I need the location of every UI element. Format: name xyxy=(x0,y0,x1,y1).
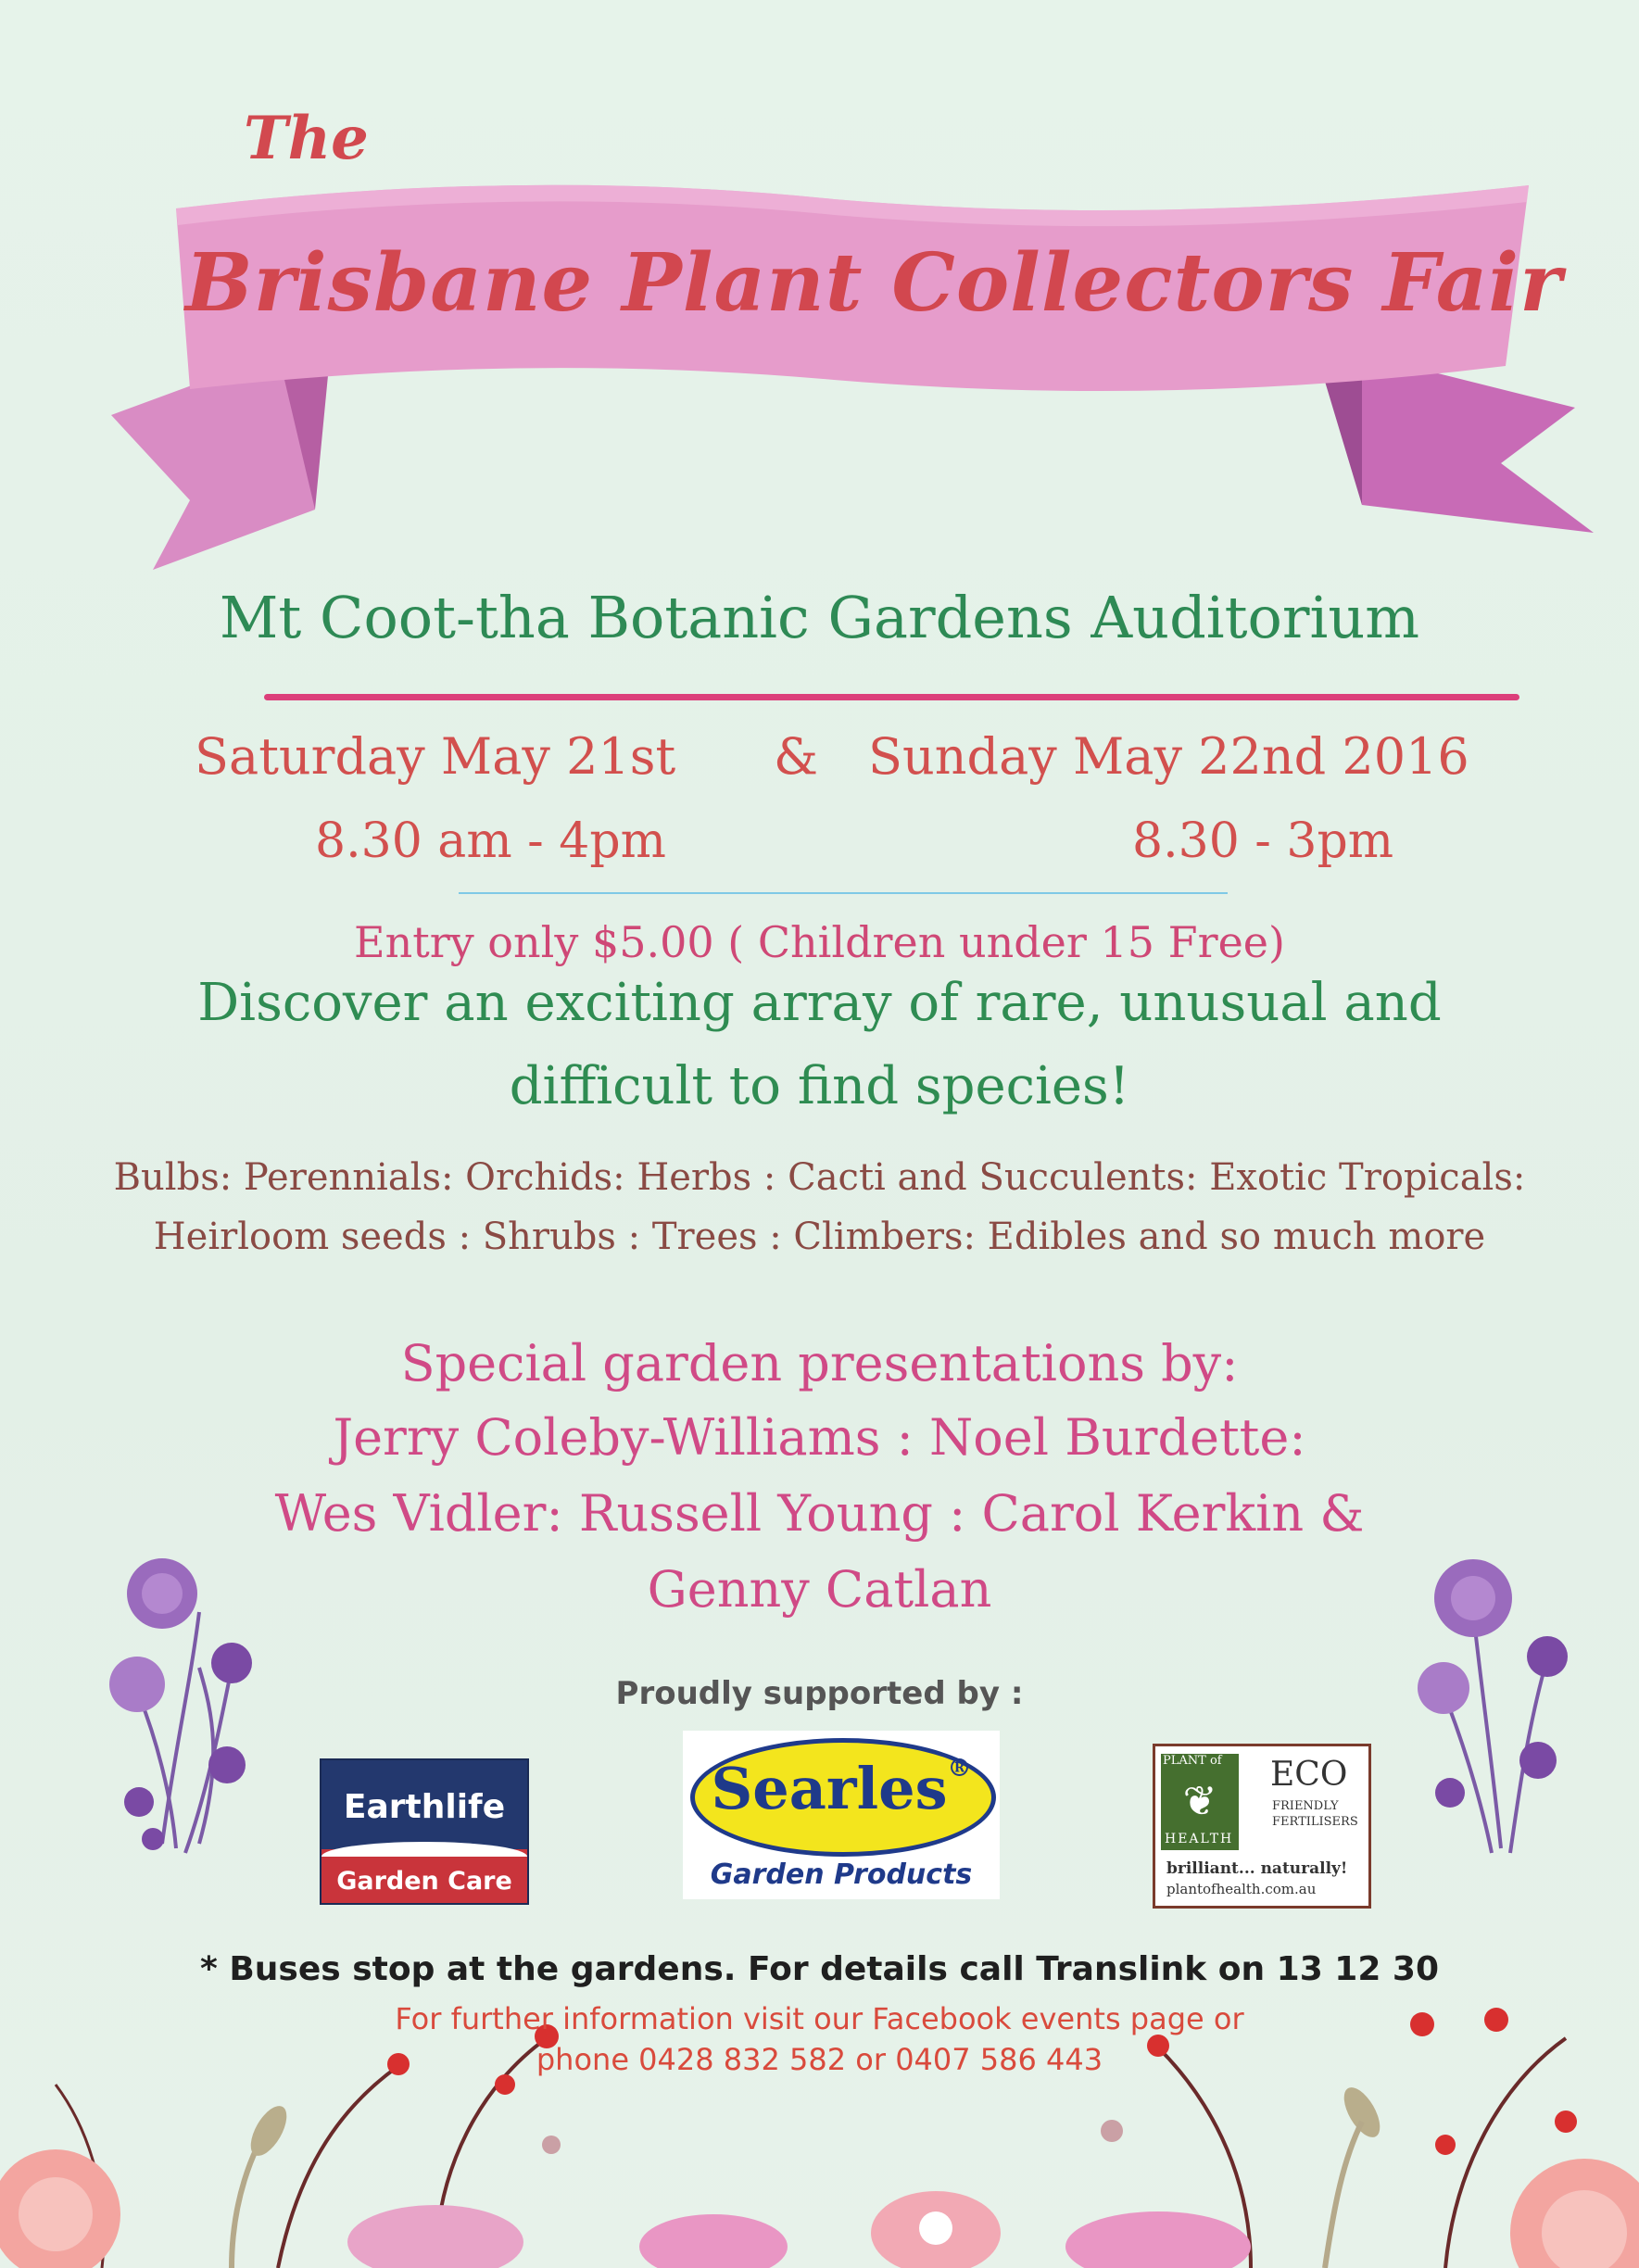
poh-friendly: FRIENDLY FERTILISERS xyxy=(1272,1799,1358,1829)
searles-name: Searles® xyxy=(711,1755,972,1822)
title-the: The xyxy=(244,104,369,173)
searles-logo xyxy=(683,1731,1000,1899)
dates-ampersand: & xyxy=(774,727,819,786)
poh-url: plantofhealth.com.au xyxy=(1166,1881,1317,1897)
presenters-line-2: Wes Vidler: Russell Young : Carol Kerkin & xyxy=(274,1484,1365,1543)
venue: Mt Coot-tha Botanic Gardens Auditorium xyxy=(219,584,1420,651)
poh-eco: ECO xyxy=(1270,1756,1348,1794)
sunday-time: 8.30 - 3pm xyxy=(1132,813,1394,869)
sunday-date: Sunday May 22nd 2016 xyxy=(868,727,1469,786)
presenters-line-1: Jerry Coleby-Williams : Noel Burdette: xyxy=(333,1408,1306,1467)
further-info-line-1: For further information visit our Facebook events page or xyxy=(395,2001,1244,2036)
saturday-date: Saturday May 21st xyxy=(195,727,676,786)
leaf-icon: ❦ xyxy=(1182,1778,1217,1825)
fair-title: Brisbane Plant Collectors Fair xyxy=(185,236,1563,330)
ribbon-right-tail xyxy=(1353,352,1594,533)
earthlife-sub: Garden Care xyxy=(336,1867,512,1896)
further-info-line-2: phone 0428 832 582 or 0407 586 443 xyxy=(536,2042,1103,2077)
earthlife-logo xyxy=(320,1758,529,1905)
earthlife-name: Earthlife xyxy=(343,1788,506,1826)
bus-info: * Buses stop at the gardens. For details call Translink on 13 12 30 xyxy=(199,1950,1440,1988)
discover-line-1: Discover an exciting array of rare, unusual and xyxy=(197,973,1442,1033)
presentations-heading: Special garden presentations by: xyxy=(400,1334,1239,1392)
sponsors-heading: Proudly supported by : xyxy=(615,1675,1024,1712)
poh-bottom: HEALTH xyxy=(1165,1832,1234,1846)
discover-line-2: difficult to find species! xyxy=(509,1056,1130,1116)
saturday-time: 8.30 am - 4pm xyxy=(315,813,666,869)
plant-of-health-logo xyxy=(1153,1744,1371,1909)
entry-price: Entry only $5.00 ( Children under 15 Free) xyxy=(354,917,1285,967)
categories-line-1: Bulbs: Perennials: Orchids: Herbs : Cacti and Succulents: Exotic Tropicals: xyxy=(113,1156,1526,1199)
poh-tagline: brilliant... naturally! xyxy=(1166,1859,1348,1878)
blue-divider xyxy=(459,892,1228,894)
presenters-line-3: Genny Catlan xyxy=(647,1560,992,1619)
pink-divider xyxy=(264,694,1519,700)
poh-top: PLANT of xyxy=(1163,1754,1222,1768)
categories-line-2: Heirloom seeds : Shrubs : Trees : Climbers: Edibles and so much more xyxy=(153,1216,1486,1258)
searles-sub: Garden Products xyxy=(710,1858,973,1891)
